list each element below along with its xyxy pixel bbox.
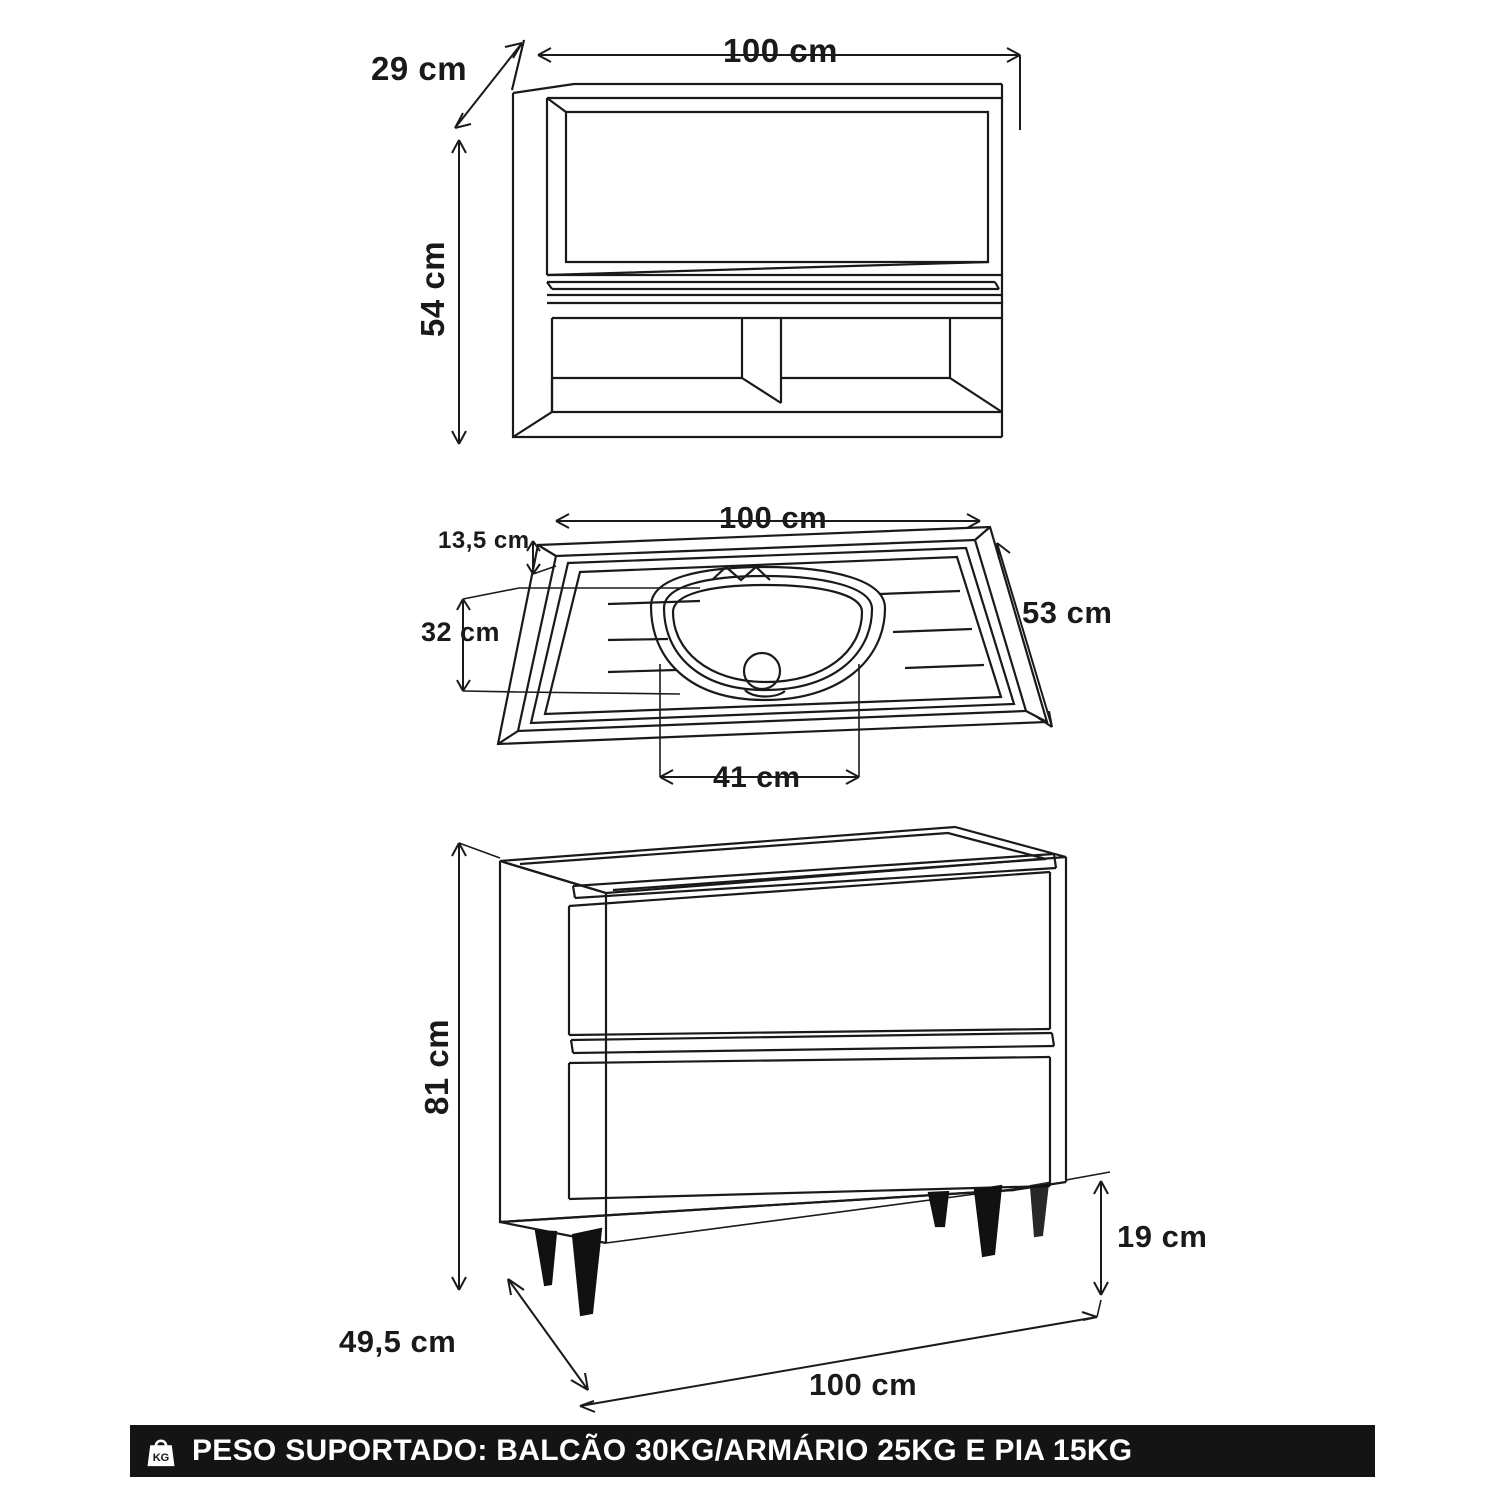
weight-kg-icon <box>144 1434 178 1468</box>
dim-sink-width: 100 cm <box>719 500 828 535</box>
base-cabinet-shape <box>500 827 1066 1243</box>
weight-capacity-banner <box>130 1425 1375 1477</box>
weight-capacity-text: PESO SUPORTADO: BALCÃO 30KG/ARMÁRIO 25KG E PIA 15KG <box>192 1434 1133 1467</box>
dim-sink-depth: 53 cm <box>1022 595 1113 630</box>
dim-base-leg: 19 cm <box>1117 1219 1208 1254</box>
dim-sink-bowl-width: 41 cm <box>713 761 801 794</box>
svg-text:KG: KG <box>152 1452 170 1465</box>
dim-base-depth: 49,5 cm <box>339 1324 457 1359</box>
dim-sink-splash: 13,5 cm <box>438 527 530 554</box>
sink-shape <box>498 527 1047 744</box>
dim-sink-bowl-depth: 32 cm <box>421 617 501 647</box>
dim-base-height: 81 cm <box>418 1018 456 1116</box>
dim-cabinet-depth: 29 cm <box>371 50 468 87</box>
dim-base-width: 100 cm <box>809 1367 918 1402</box>
wall-cabinet-shape <box>513 84 1002 437</box>
dim-cabinet-height: 54 cm <box>414 240 452 338</box>
dim-cabinet-width: 100 cm <box>723 32 838 69</box>
